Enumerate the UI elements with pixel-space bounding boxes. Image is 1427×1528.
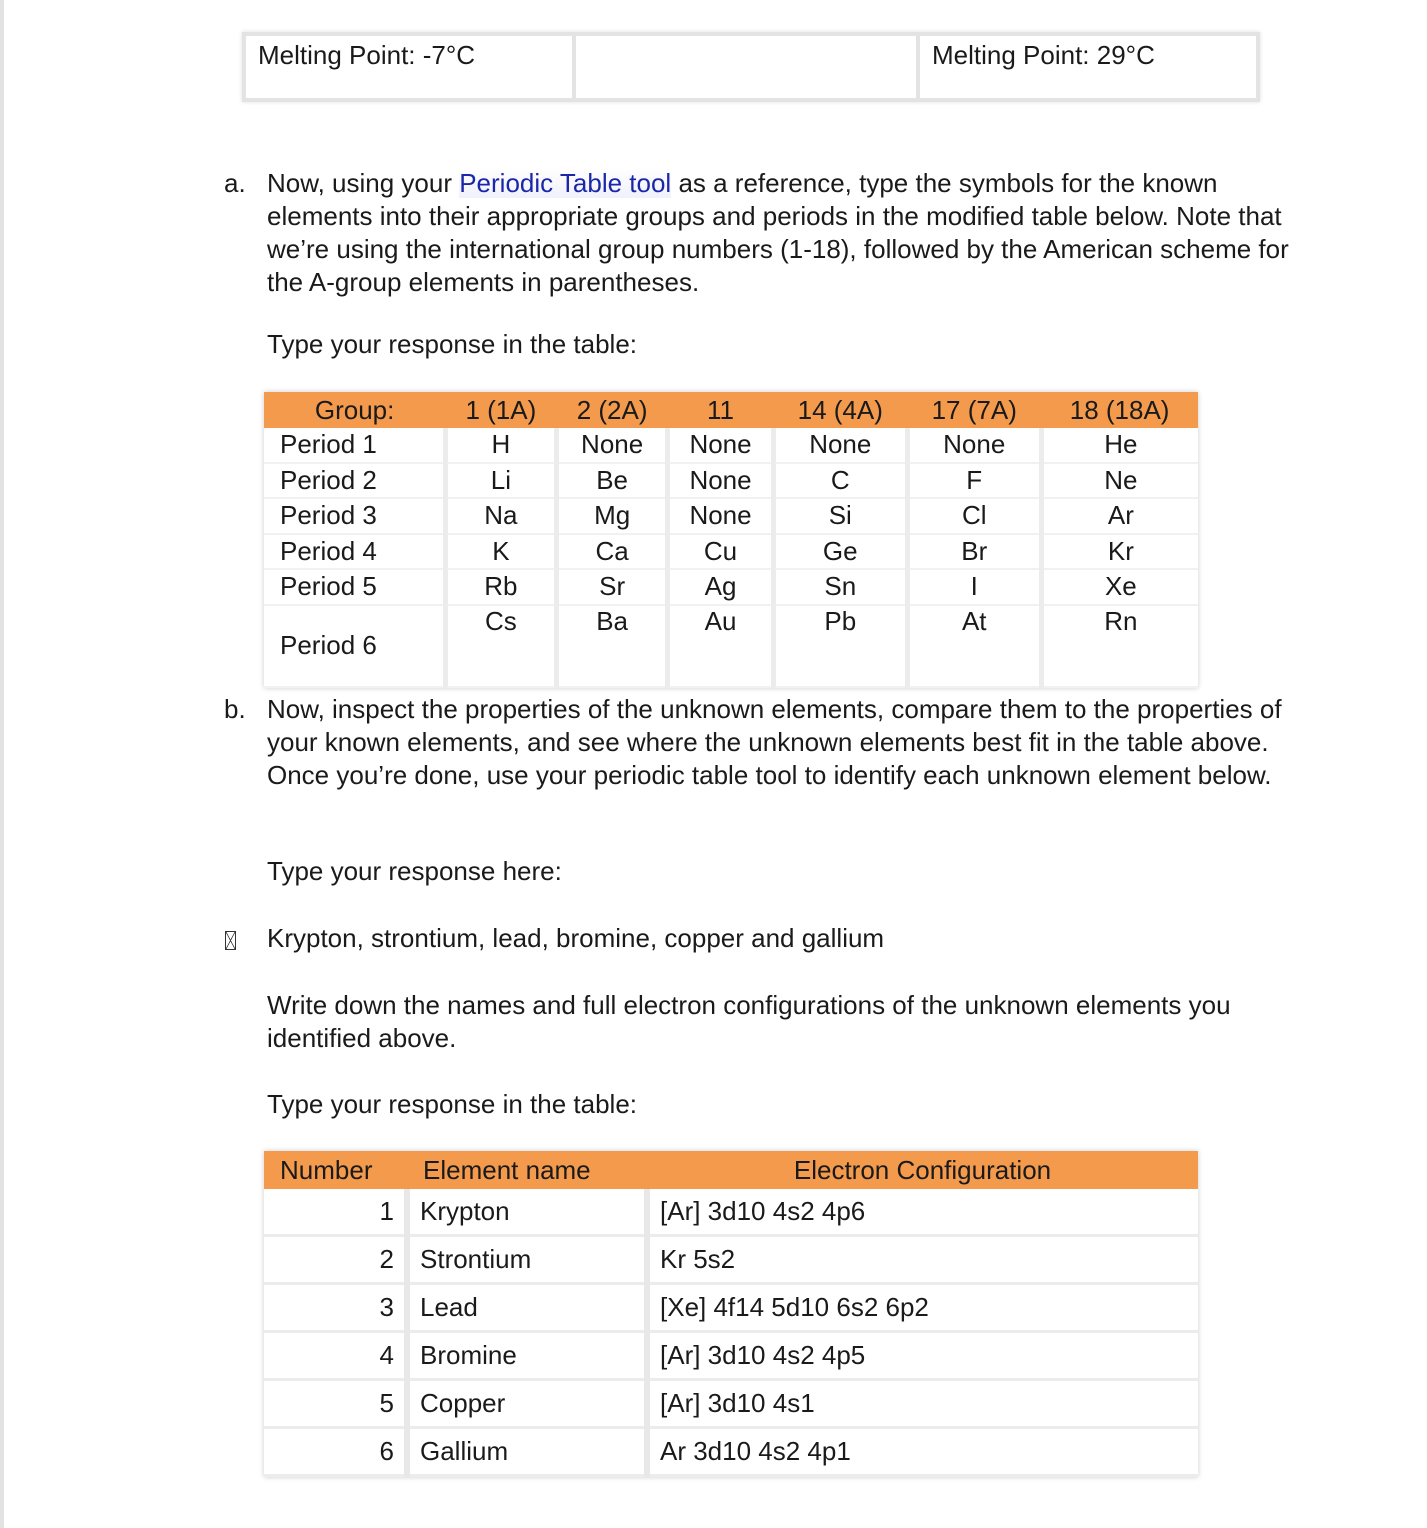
row-label: Period 6 xyxy=(264,605,445,687)
table-cell[interactable]: Rn xyxy=(1041,605,1198,687)
periodic-table-response xyxy=(264,392,1198,688)
element-name-cell[interactable]: Bromine xyxy=(407,1332,647,1380)
table-cell[interactable]: Rb xyxy=(445,569,556,605)
table-cell[interactable]: Pb xyxy=(773,605,907,687)
section-a-text-end: as a reference, type the symbols for the known elements into their appropriate groups and periods in the modified table below. Note that we’re using the international group numbers (1-18), followed by the American scheme for the A-group elements in parentheses. xyxy=(267,168,1289,297)
table-cell[interactable]: Cl xyxy=(907,498,1041,534)
table-cell[interactable]: He xyxy=(1041,428,1198,463)
melting-point-cell-1[interactable]: Melting Point: -7°C xyxy=(258,40,476,70)
table-row xyxy=(264,1284,1198,1332)
table-cell[interactable]: Cu xyxy=(668,534,774,570)
table-cell[interactable]: None xyxy=(907,428,1041,463)
table-cell[interactable]: Kr xyxy=(1041,534,1198,570)
row-number[interactable]: 6 xyxy=(264,1428,407,1476)
table-cell[interactable]: Br xyxy=(907,534,1041,570)
electron-config-cell[interactable]: [Ar] 3d10 4s2 4p5 xyxy=(647,1332,1198,1380)
table-row xyxy=(264,463,1198,499)
table-cell[interactable]: None xyxy=(773,428,907,463)
table-row xyxy=(264,534,1198,570)
electron-config-cell[interactable]: Kr 5s2 xyxy=(647,1236,1198,1284)
table-cell[interactable]: Ge xyxy=(773,534,907,570)
section-a-marker: a. xyxy=(224,168,246,198)
electron-config-instruction: Write down the names and full electron configurations of the unknown elements you identified above. xyxy=(267,990,1231,1053)
row-number[interactable]: 2 xyxy=(264,1236,407,1284)
table-cell[interactable]: Sr xyxy=(557,569,668,605)
row-number[interactable]: 1 xyxy=(264,1189,407,1236)
table-cell[interactable]: C xyxy=(773,463,907,499)
electron-table-header-row xyxy=(264,1151,1198,1189)
header-group: Group: xyxy=(264,392,445,428)
row-label: Period 5 xyxy=(264,569,445,605)
table-cell[interactable]: Xe xyxy=(1041,569,1198,605)
table-cell[interactable]: None xyxy=(557,428,668,463)
element-name-cell[interactable]: Gallium xyxy=(407,1428,647,1476)
periodic-table-tool-link[interactable]: Periodic Table tool xyxy=(459,168,672,198)
row-label: Period 1 xyxy=(264,428,445,463)
table-row xyxy=(264,1380,1198,1428)
table-cell[interactable]: Ca xyxy=(557,534,668,570)
table-cell[interactable]: Au xyxy=(668,605,774,687)
table-cell[interactable]: Ba xyxy=(557,605,668,687)
table-cell[interactable]: I xyxy=(907,569,1041,605)
page-left-edge xyxy=(0,0,4,1528)
element-name-cell[interactable]: Krypton xyxy=(407,1189,647,1236)
row-number[interactable]: 5 xyxy=(264,1380,407,1428)
row-label: Period 4 xyxy=(264,534,445,570)
table-cell[interactable]: Cs xyxy=(445,605,556,687)
element-name-cell[interactable]: Copper xyxy=(407,1380,647,1428)
section-a-text-start: Now, using your xyxy=(267,168,460,198)
header-group-14: 14 (4A) xyxy=(773,392,907,428)
section-b-prompt: Type your response here: xyxy=(267,856,562,886)
table-cell[interactable]: Na xyxy=(445,498,556,534)
unknown-elements-answer[interactable]: Krypton, strontium, lead, bromine, copper and gallium xyxy=(267,923,885,953)
table-cell[interactable]: Ar xyxy=(1041,498,1198,534)
element-name-cell[interactable]: Strontium xyxy=(407,1236,647,1284)
table-row xyxy=(264,1236,1198,1284)
table-cell[interactable]: Sn xyxy=(773,569,907,605)
table-cell[interactable]: K xyxy=(445,534,556,570)
header-electron-configuration: Electron Configuration xyxy=(647,1151,1198,1189)
table-cell[interactable]: Ne xyxy=(1041,463,1198,499)
electron-config-prompt: Type your response in the table: xyxy=(267,1089,638,1119)
table-row xyxy=(264,569,1198,605)
header-element-name: Element name xyxy=(407,1151,647,1189)
table-row xyxy=(264,1428,1198,1476)
electron-config-table xyxy=(264,1151,1198,1477)
table-cell[interactable]: Mg xyxy=(557,498,668,534)
section-b-marker: b. xyxy=(224,694,246,724)
section-a-prompt: Type your response in the table: xyxy=(267,329,638,359)
missing-glyph-icon xyxy=(225,922,236,955)
table-cell[interactable]: F xyxy=(907,463,1041,499)
header-group-2: 2 (2A) xyxy=(557,392,668,428)
table-cell[interactable]: Ag xyxy=(668,569,774,605)
table-cell[interactable]: Si xyxy=(773,498,907,534)
electron-config-cell[interactable]: [Ar] 3d10 4s2 4p6 xyxy=(647,1189,1198,1236)
table-cell[interactable]: None xyxy=(668,428,774,463)
row-number[interactable]: 4 xyxy=(264,1332,407,1380)
table-cell[interactable]: None xyxy=(668,498,774,534)
header-group-18: 18 (18A) xyxy=(1041,392,1198,428)
table-row xyxy=(264,428,1198,463)
header-group-17: 17 (7A) xyxy=(907,392,1041,428)
melting-point-table xyxy=(242,32,1260,102)
row-label: Period 3 xyxy=(264,498,445,534)
header-group-1: 1 (1A) xyxy=(445,392,556,428)
table-row xyxy=(264,498,1198,534)
table-cell[interactable]: Li xyxy=(445,463,556,499)
table-cell[interactable]: H xyxy=(445,428,556,463)
row-label: Period 2 xyxy=(264,463,445,499)
element-name-cell[interactable]: Lead xyxy=(407,1284,647,1332)
table-cell[interactable]: Be xyxy=(557,463,668,499)
section-b-instructions: Now, inspect the properties of the unknown elements, compare them to the properties of your known elements, and see where the unknown elements best fit in the table above. Once you’re done, use your periodic table tool to identify each unknown element below. xyxy=(267,694,1282,790)
table-cell[interactable]: None xyxy=(668,463,774,499)
electron-config-cell[interactable]: [Xe] 4f14 5d10 6s2 6p2 xyxy=(647,1284,1198,1332)
section-a-instructions xyxy=(267,167,1307,299)
electron-config-cell[interactable]: [Ar] 3d10 4s1 xyxy=(647,1380,1198,1428)
electron-config-cell[interactable]: Ar 3d10 4s2 4p1 xyxy=(647,1428,1198,1476)
table-row xyxy=(264,1189,1198,1236)
header-group-11: 11 xyxy=(668,392,774,428)
melting-point-cell-3[interactable]: Melting Point: 29°C xyxy=(916,36,1256,98)
periodic-table-header-row xyxy=(264,392,1198,428)
table-row xyxy=(264,1332,1198,1380)
row-number[interactable]: 3 xyxy=(264,1284,407,1332)
table-cell[interactable]: At xyxy=(907,605,1041,687)
header-number: Number xyxy=(264,1151,407,1189)
table-row xyxy=(264,605,1198,687)
melting-point-cell-2[interactable] xyxy=(572,36,916,98)
